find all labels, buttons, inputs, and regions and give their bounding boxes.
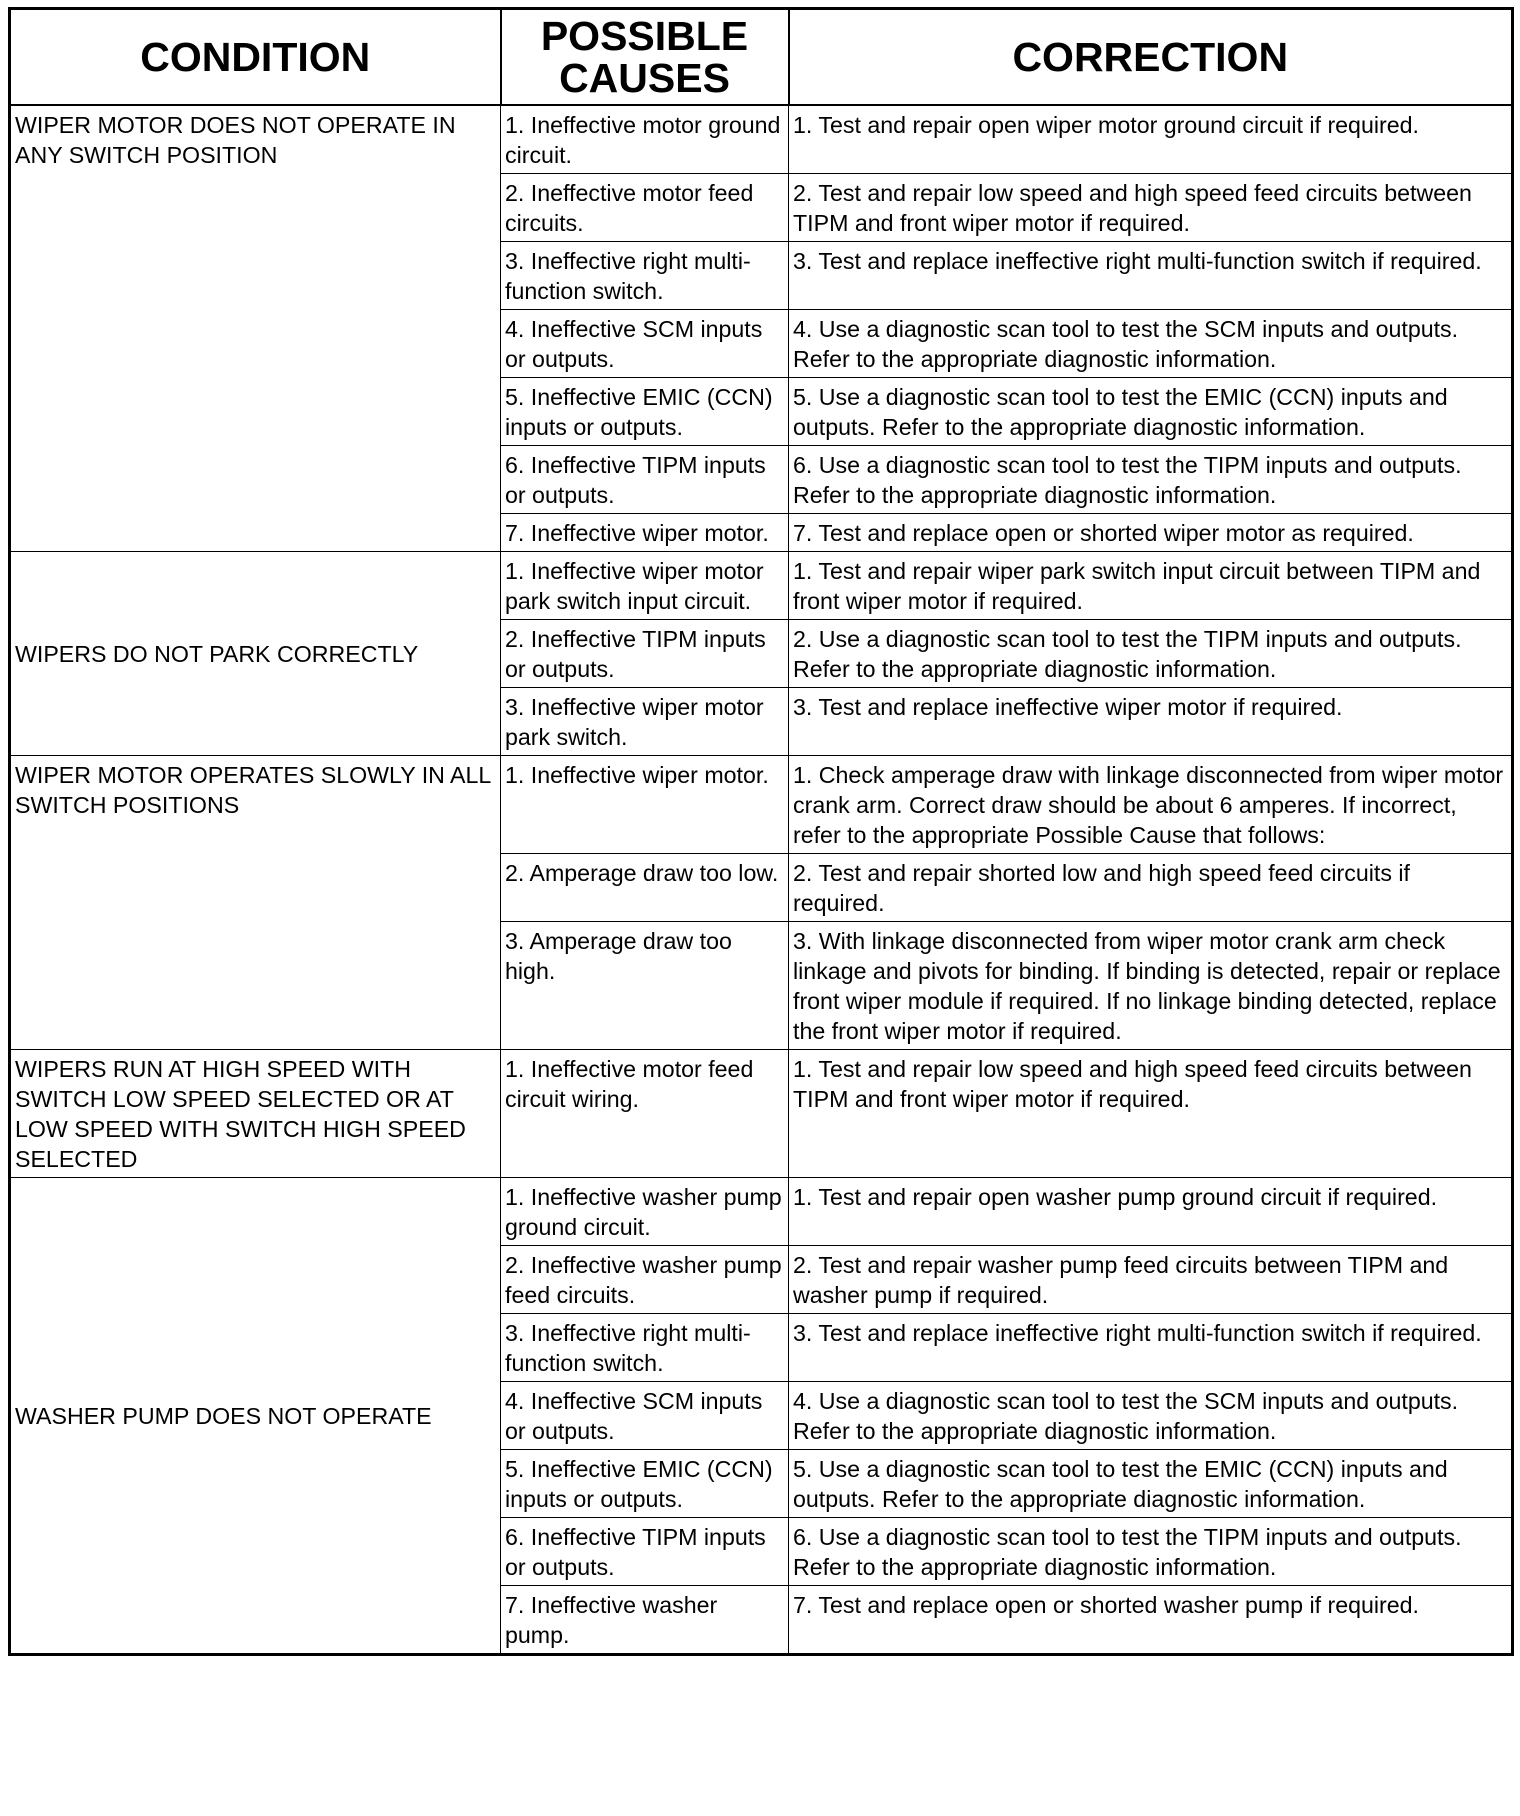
table-row [10,1177,1513,1245]
possible-cause-cell: 6. Ineffective TIPM inputs or outputs. [501,1517,789,1585]
possible-cause-cell: 6. Ineffective TIPM inputs or outputs. [501,445,789,513]
correction-cell: 6. Use a diagnostic scan tool to test the TIPM inputs and outputs. Refer to the appropriate diagnostic information. [789,445,1513,513]
possible-cause-cell: 2. Ineffective motor feed circuits. [501,173,789,241]
correction-cell: 5. Use a diagnostic scan tool to test the EMIC (CCN) inputs and outputs. Refer to the appropriate diagnostic information. [789,377,1513,445]
header-causes-line1: POSSIBLE [540,12,749,59]
correction-cell: 7. Test and replace open or shorted wiper motor as required. [789,513,1513,551]
table-row [10,105,1513,174]
possible-cause-cell: 2. Amperage draw too low. [501,853,789,921]
table-row [10,551,1513,619]
table-row [10,1049,1513,1177]
possible-cause-cell: 4. Ineffective SCM inputs or outputs. [501,1381,789,1449]
correction-cell: 1. Test and repair open wiper motor ground circuit if required. [789,105,1513,174]
correction-cell: 3. With linkage disconnected from wiper motor crank arm check linkage and pivots for binding. If binding is detected, repair or replace front wiper module if required. If no linkage binding detected, replace the front wiper motor if required. [789,921,1513,1049]
possible-cause-cell: 2. Ineffective washer pump feed circuits. [501,1245,789,1313]
correction-cell: 3. Test and replace ineffective right multi-function switch if required. [789,241,1513,309]
correction-cell: 7. Test and replace open or shorted washer pump if required. [789,1585,1513,1654]
possible-cause-cell: 1. Ineffective washer pump ground circuit. [501,1177,789,1245]
possible-cause-cell: 1. Ineffective motor ground circuit. [501,105,789,174]
possible-cause-cell: 5. Ineffective EMIC (CCN) inputs or outputs. [501,377,789,445]
possible-cause-cell: 4. Ineffective SCM inputs or outputs. [501,309,789,377]
table-body [10,105,1513,1655]
possible-cause-cell: 2. Ineffective TIPM inputs or outputs. [501,619,789,687]
possible-cause-cell: 5. Ineffective EMIC (CCN) inputs or outputs. [501,1449,789,1517]
header-row [10,9,1513,105]
correction-cell: 2. Test and repair shorted low and high speed feed circuits if required. [789,853,1513,921]
diagnosis-table [8,7,1514,1656]
correction-cell: 4. Use a diagnostic scan tool to test the SCM inputs and outputs. Refer to the appropriate diagnostic information. [789,1381,1513,1449]
correction-cell: 2. Test and repair low speed and high speed feed circuits between TIPM and front wiper motor if required. [789,173,1513,241]
possible-cause-cell: 3. Ineffective right multi-function switch. [501,241,789,309]
correction-cell: 1. Test and repair low speed and high speed feed circuits between TIPM and front wiper motor if required. [789,1049,1513,1177]
condition-cell: WIPERS DO NOT PARK CORRECTLY [10,551,501,755]
correction-cell: 1. Test and repair open washer pump ground circuit if required. [789,1177,1513,1245]
header-possible-causes [501,9,789,105]
header-causes-line2: CAUSES [559,54,730,101]
header-correction: CORRECTION [789,9,1513,105]
possible-cause-cell: 1. Ineffective wiper motor park switch input circuit. [501,551,789,619]
correction-cell: 1. Check amperage draw with linkage disconnected from wiper motor crank arm. Correct draw should be about 6 amperes. If incorrect, refer to the appropriate Possible Cause that follows: [789,755,1513,853]
correction-cell: 2. Test and repair washer pump feed circuits between TIPM and washer pump if required. [789,1245,1513,1313]
header-condition: CONDITION [10,9,501,105]
correction-cell: 4. Use a diagnostic scan tool to test the SCM inputs and outputs. Refer to the appropriate diagnostic information. [789,309,1513,377]
condition-cell: WIPERS RUN AT HIGH SPEED WITH SWITCH LOW SPEED SELECTED OR AT LOW SPEED WITH SWITCH HIGH SPEED SELECTED [10,1049,501,1177]
condition-cell: WIPER MOTOR OPERATES SLOWLY IN ALL SWITCH POSITIONS [10,755,501,1049]
possible-cause-cell: 1. Ineffective wiper motor. [501,755,789,853]
table-row [10,755,1513,853]
possible-cause-cell: 3. Amperage draw too high. [501,921,789,1049]
possible-cause-cell: 7. Ineffective washer pump. [501,1585,789,1654]
correction-cell: 5. Use a diagnostic scan tool to test the EMIC (CCN) inputs and outputs. Refer to the appropriate diagnostic information. [789,1449,1513,1517]
condition-cell: WIPER MOTOR DOES NOT OPERATE IN ANY SWITCH POSITION [10,105,501,552]
correction-cell: 1. Test and repair wiper park switch input circuit between TIPM and front wiper motor if required. [789,551,1513,619]
possible-cause-cell: 7. Ineffective wiper motor. [501,513,789,551]
correction-cell: 6. Use a diagnostic scan tool to test the TIPM inputs and outputs. Refer to the appropriate diagnostic information. [789,1517,1513,1585]
condition-cell: WASHER PUMP DOES NOT OPERATE [10,1177,501,1654]
possible-cause-cell: 1. Ineffective motor feed circuit wiring. [501,1049,789,1177]
correction-cell: 3. Test and replace ineffective wiper motor if required. [789,687,1513,755]
possible-cause-cell: 3. Ineffective right multi-function switch. [501,1313,789,1381]
possible-cause-cell: 3. Ineffective wiper motor park switch. [501,687,789,755]
correction-cell: 3. Test and replace ineffective right multi-function switch if required. [789,1313,1513,1381]
correction-cell: 2. Use a diagnostic scan tool to test the TIPM inputs and outputs. Refer to the appropriate diagnostic information. [789,619,1513,687]
